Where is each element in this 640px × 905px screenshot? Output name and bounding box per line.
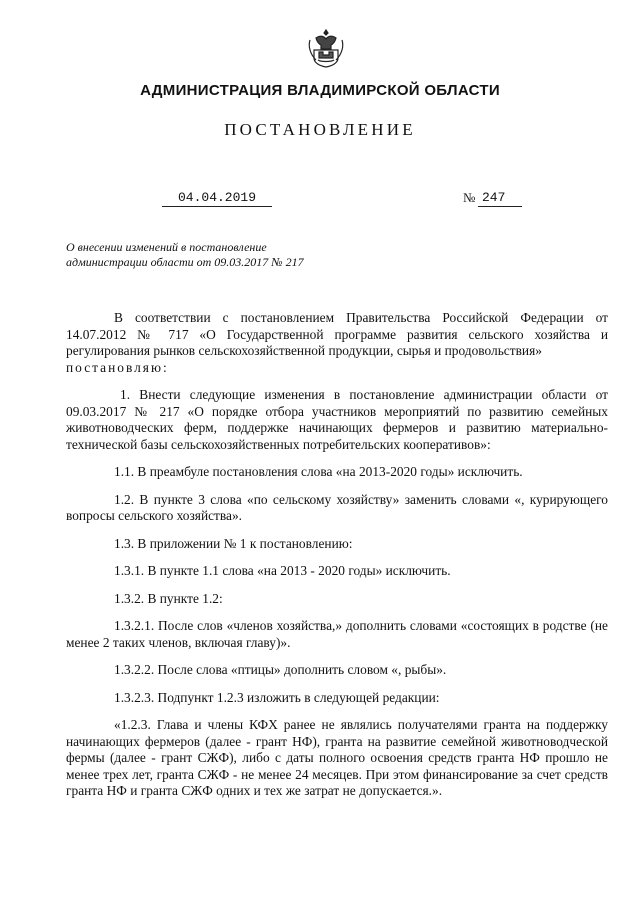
preamble-paragraph: В соответствии с постановлением Правительства Российской Федерации от 14.07.2012 № 717 «О Государственной программе развития сельского хозяйства и регулирования рынков сельскохозяйственной продукции, сырья и продовольствия» bbox=[66, 310, 608, 358]
paragraph-1-1: 1.1. В преамбуле постановления слова «на 2013-2020 годы» исключить. bbox=[114, 464, 523, 479]
paragraph-1-3-1: 1.3.1. В пункте 1.1 слова «на 2013 - 2020 годы» исключить. bbox=[114, 563, 451, 578]
document-number: 247 bbox=[478, 190, 522, 207]
coat-of-arms-icon bbox=[304, 26, 348, 70]
paragraph-1-3: 1.3. В приложении № 1 к постановлению: bbox=[114, 535, 353, 551]
document-date: 04.04.2019 bbox=[162, 190, 272, 207]
paragraph-1-3-2: 1.3.2. В пункте 1.2: bbox=[114, 590, 223, 606]
paragraph-1-3-2-2: 1.3.2.2. После слова «птицы» дополнить словом «, рыбы». bbox=[114, 662, 447, 677]
paragraph-1: 1. Внести следующие изменения в постановление администрации области от 09.03.2017 № 217 «О порядке отбора участников мероприятий по развитию семейных животноводческих ферм, поддержке начинающих фермеров и развитию материально-технической базы сельскохозяйственных потребительских кооперативов»: bbox=[66, 387, 608, 452]
organization-title: АДМИНИСТРАЦИЯ ВЛАДИМИРСКОЙ ОБЛАСТИ bbox=[140, 82, 500, 99]
paragraph-1-3-2-3: 1.3.2.3. Подпункт 1.2.3 изложить в следующей редакции: bbox=[114, 689, 440, 705]
number-label: № bbox=[463, 190, 476, 205]
subject-line-1: О внесении изменений в постановление bbox=[66, 240, 267, 254]
subject-line-2: администрации области от 09.03.2017 № 217 bbox=[66, 255, 304, 269]
document-body bbox=[66, 310, 608, 800]
document-type-title: ПОСТАНОВЛЕНИЕ bbox=[224, 120, 416, 139]
resolve-word: постановляю: bbox=[66, 359, 169, 375]
paragraph-1-2: 1.2. В пункте 3 слова «по сельскому хозяйству» заменить словами «, курирующего вопросы сельского хозяйства». bbox=[66, 491, 608, 523]
paragraph-1-3-2-1: 1.3.2.1. После слов «членов хозяйства,» дополнить словами «состоящих в родстве (не менее 2 таких членов, включая главу)». bbox=[66, 618, 608, 650]
quoted-paragraph: «1.2.3. Глава и члены КФХ ранее не являлись получателями гранта на поддержку начинающих фермеров (далее - грант НФ), гранта на развитие семейной животноводческой фермы (далее - грант СЖФ), либо с даты полного освоения средств гранта НФ прошло не менее трех лет, гранта СЖФ - не менее 24 месяцев. При этом финансирование за счет средств гранта НФ и гранта СЖФ одних и тех же затрат не допускается.». bbox=[66, 717, 608, 798]
document-subject bbox=[66, 240, 304, 270]
